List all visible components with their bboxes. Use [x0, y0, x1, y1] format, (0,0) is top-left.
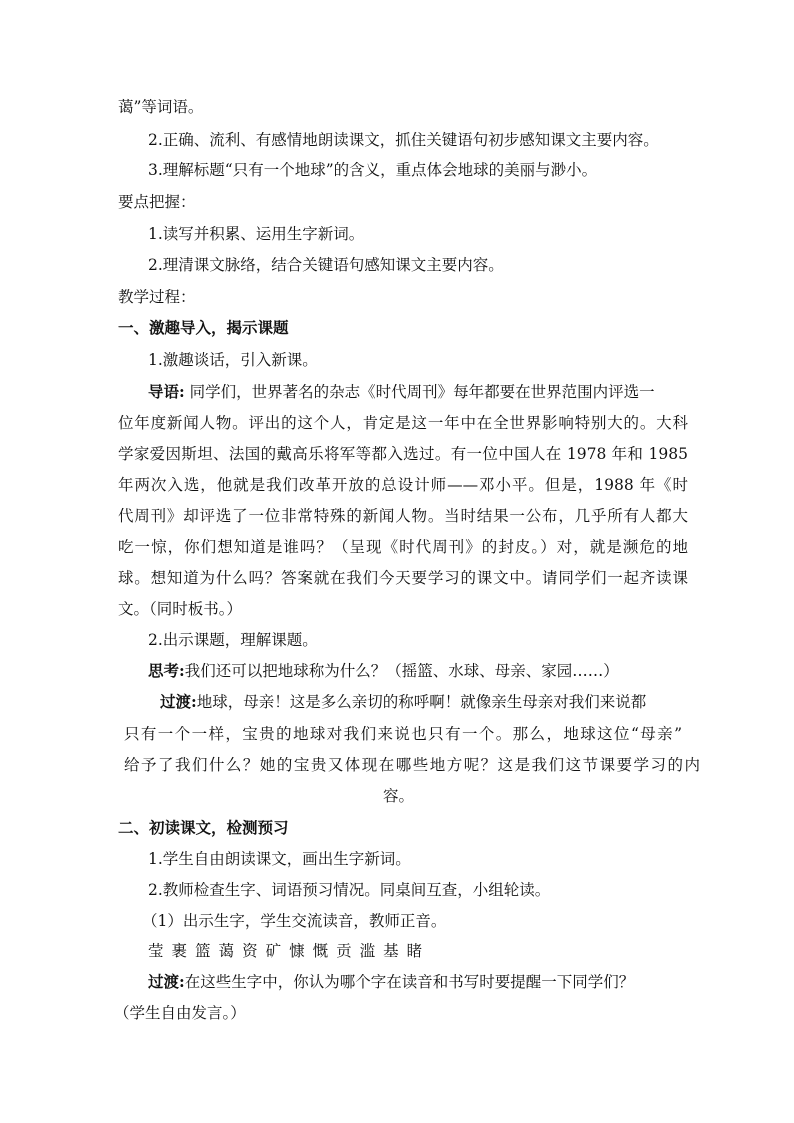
character: 莹 — [148, 942, 164, 960]
character: 基 — [383, 942, 399, 960]
section-label-key-points: 要点把握： — [118, 193, 196, 211]
objective-3: 3.理解标题“只有一个地球”的含义，重点体会地球的美丽与渺小。 — [148, 161, 598, 179]
think-line: 思考:我们还可以把地球称为什么？（摇篮、水球、母亲、家园……） — [148, 661, 619, 680]
step-1-2: 2.出示课题，理解课题。 — [148, 631, 318, 649]
character: 睹 — [406, 942, 423, 960]
intro-line-8: 文。（同时板书。） — [118, 600, 243, 618]
key-point-1: 1.读写并积累、运用生字新词。 — [148, 225, 365, 243]
character: 慷 — [289, 942, 305, 960]
step-2-2: 2.教师检查生字、词语预习情况。同桌间互查，小组轮读。 — [148, 881, 551, 899]
transition-line-3: 给予了我们什么？她的宝贵又体现在哪些地方呢？这是我们这节课要学习的内 — [124, 756, 700, 774]
character-list — [148, 941, 688, 961]
character: 贡 — [336, 942, 352, 960]
step-2-2-1: （1）出示生字，学生交流读音，教师正音。 — [142, 912, 447, 930]
character: 蔼 — [218, 942, 235, 960]
intro-label: 导语: — [148, 382, 185, 401]
transition-2-line-1: 过渡:在这些生字中，你认为哪个字在读音和书写时要提醒一下同学们？ — [148, 972, 635, 991]
transition-label: 过渡: — [160, 692, 197, 711]
step-2-1: 1.学生自由朗读课文，画出生字新词。 — [148, 850, 411, 868]
intro-line-5: 代周刊》却评选了一位非常特殊的新闻人物。当时结果一公布，几乎所有人都大 — [118, 507, 688, 525]
intro-line-7: 球。想知道为什么吗？答案就在我们今天要学习的课文中。请同学们一起齐读课 — [118, 569, 688, 587]
transition-line-1: 过渡:地球，母亲！这是多么亲切的称呼啊！就像亲生母亲对我们来说都 — [160, 692, 647, 711]
think-label: 思考: — [148, 661, 185, 680]
step-1-1: 1.激趣谈话，引入新课。 — [148, 351, 318, 369]
character: 矿 — [265, 942, 282, 960]
intro-line-1: 导语: 同学们，世界著名的杂志《时代周刊》每年都要在世界范围内评选一 — [148, 382, 655, 401]
key-point-2: 2.理清课文脉络，结合关键语句感知课文主要内容。 — [148, 256, 504, 274]
character: 篮 — [195, 942, 211, 960]
transition-2-line-2: （学生自由发言。） — [114, 1004, 246, 1022]
intro-line-3: 学家爱因斯坦、法国的戴高乐将军等都入选过。有一位中国人在 1978 年和 1985 — [118, 445, 688, 463]
transition-line-2: 只有一个一样，宝贵的地球对我们来说也只有一个。那么，地球这位“母亲” — [124, 725, 682, 743]
transition-2-label: 过渡: — [148, 972, 185, 991]
character: 裹 — [171, 942, 188, 960]
transition-line-4: 容。 — [383, 787, 415, 805]
objective-2: 2.正确、流利、有感情地朗读课文，抓住关键语句初步感知课文主要内容。 — [148, 131, 659, 149]
text-line: 蔼”等词语。 — [118, 98, 204, 116]
heading-2: 二、初读课文，检测预习 — [118, 818, 289, 837]
character: 资 — [242, 942, 258, 960]
character: 慨 — [312, 942, 329, 960]
intro-line-2: 位年度新闻人物。评出的这个人，肯定是这一年中在全世界影响特别大的。大科 — [118, 414, 688, 432]
section-label-process: 教学过程： — [118, 288, 196, 306]
heading-1: 一、激趣导入，揭示课题 — [118, 318, 289, 337]
intro-line-6: 吃一惊，你们想知道是谁吗？（呈现《时代周刊》的封皮。）对，就是濒危的地 — [118, 538, 688, 556]
intro-line-4: 年两次入选，他就是我们改革开放的总设计师——邓小平。但是，1988 年《时 — [118, 476, 688, 494]
character: 滥 — [359, 942, 376, 960]
